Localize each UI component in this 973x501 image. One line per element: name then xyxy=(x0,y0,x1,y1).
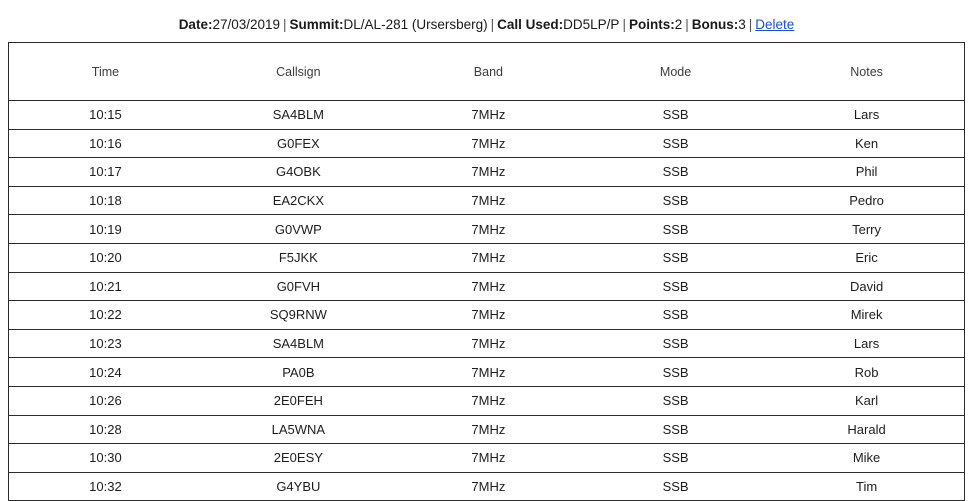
cell-mode: SSB xyxy=(582,101,769,130)
cell-notes: Mike xyxy=(769,444,964,473)
table-row xyxy=(9,215,964,244)
table-row xyxy=(9,415,964,444)
cell-time: 10:22 xyxy=(9,301,202,330)
cell-callsign: PA0B xyxy=(202,358,395,387)
column-header-mode: Mode xyxy=(582,43,769,101)
table-header-row xyxy=(9,43,964,101)
date-value: 27/03/2019 xyxy=(212,17,281,32)
cell-mode: SSB xyxy=(582,415,769,444)
cell-mode: SSB xyxy=(582,158,769,187)
delete-link[interactable]: Delete xyxy=(755,17,795,32)
bonus-label: Bonus: xyxy=(691,17,739,32)
column-header-band: Band xyxy=(395,43,582,101)
cell-band: 7MHz xyxy=(471,479,506,495)
table-row xyxy=(9,129,964,158)
log-table-body xyxy=(9,101,964,501)
table-row xyxy=(9,186,964,215)
cell-band: 7MHz xyxy=(395,101,582,130)
cell-band: 7MHz xyxy=(395,329,582,358)
cell-time: 10:15 xyxy=(9,101,202,130)
table-row xyxy=(9,101,964,130)
cell-mode: SSB xyxy=(582,329,769,358)
bonus-value: 3 xyxy=(738,17,746,32)
cell-band: 7MHz xyxy=(395,129,582,158)
cell-notes: Tim xyxy=(855,479,878,495)
cell-mode: SSB xyxy=(582,186,769,215)
cell-mode: SSB xyxy=(582,129,769,158)
cell-mode: SSB xyxy=(582,272,769,301)
cell-band: 7MHz xyxy=(395,215,582,244)
cell-mode: SSB xyxy=(582,444,769,473)
call-used-label: Call Used: xyxy=(497,17,564,32)
cell-callsign: SA4BLM xyxy=(202,329,395,358)
cell-callsign: 2E0FEH xyxy=(202,386,395,415)
cell-notes: Rob xyxy=(769,358,964,387)
cell-time: 10:18 xyxy=(9,186,202,215)
cell-notes: Lars xyxy=(769,329,964,358)
cell-time: 10:28 xyxy=(9,415,202,444)
separator-3: | xyxy=(622,17,626,32)
separator-4: | xyxy=(685,17,689,32)
cell-notes: David xyxy=(769,272,964,301)
cell-time: 10:24 xyxy=(9,358,202,387)
cell-mode: SSB xyxy=(662,479,689,495)
log-table xyxy=(9,43,964,500)
cell-band: 7MHz xyxy=(395,415,582,444)
cell-callsign: SQ9RNW xyxy=(202,301,395,330)
cell-callsign: SA4BLM xyxy=(202,101,395,130)
cell-notes: Eric xyxy=(769,243,964,272)
log-table-container xyxy=(8,42,965,501)
column-header-time: Time xyxy=(9,43,202,101)
table-row xyxy=(9,243,964,272)
cell-time: 10:30 xyxy=(9,444,202,473)
table-row xyxy=(9,329,964,358)
points-label: Points: xyxy=(628,17,675,32)
cell-mode: SSB xyxy=(582,243,769,272)
cell-callsign: G0FEX xyxy=(202,129,395,158)
table-row xyxy=(9,444,964,473)
separator-1: | xyxy=(283,17,287,32)
cell-callsign: G0VWP xyxy=(202,215,395,244)
cell-notes: Pedro xyxy=(769,186,964,215)
cell-band: 7MHz xyxy=(395,301,582,330)
cell-notes: Lars xyxy=(769,101,964,130)
points-value: 2 xyxy=(674,17,683,32)
call-used-value: DD5LP/P xyxy=(563,17,620,32)
cell-band: 7MHz xyxy=(395,243,582,272)
cell-time: 10:16 xyxy=(9,129,202,158)
cell-notes: Harald xyxy=(769,415,964,444)
cell-mode: SSB xyxy=(582,358,769,387)
cell-time: 10:23 xyxy=(9,329,202,358)
cell-mode: SSB xyxy=(582,215,769,244)
cell-notes: Terry xyxy=(769,215,964,244)
table-row xyxy=(9,358,964,387)
cell-mode: SSB xyxy=(582,386,769,415)
cell-notes: Ken xyxy=(769,129,964,158)
cell-callsign: 2E0ESY xyxy=(202,444,395,473)
separator-5: | xyxy=(748,17,753,32)
column-header-notes: Notes xyxy=(769,43,964,101)
cell-mode: SSB xyxy=(582,301,769,330)
cell-time: 10:32 xyxy=(89,479,122,495)
table-row xyxy=(9,301,964,330)
cell-band: 7MHz xyxy=(395,358,582,387)
activation-summary-header xyxy=(0,0,973,42)
cell-callsign: G4YBU xyxy=(276,479,321,495)
separator-2: | xyxy=(490,17,495,32)
date-label: Date: xyxy=(178,17,213,32)
cell-time: 10:21 xyxy=(9,272,202,301)
cell-callsign: G0FVH xyxy=(202,272,395,301)
cell-notes: Karl xyxy=(769,386,964,415)
cell-callsign: EA2CKX xyxy=(202,186,395,215)
table-row xyxy=(9,272,964,301)
table-row xyxy=(9,386,964,415)
cell-band: 7MHz xyxy=(395,272,582,301)
cell-callsign: F5JKK xyxy=(202,243,395,272)
cell-callsign: G4OBK xyxy=(202,158,395,187)
cell-notes: Phil xyxy=(769,158,964,187)
cell-time: 10:20 xyxy=(9,243,202,272)
cell-band: 7MHz xyxy=(395,158,582,187)
log-table-head xyxy=(9,43,964,101)
column-header-callsign: Callsign xyxy=(202,43,395,101)
cell-band: 7MHz xyxy=(395,186,582,215)
summit-label: Summit: xyxy=(289,17,344,32)
cell-band: 7MHz xyxy=(395,444,582,473)
cell-time: 10:19 xyxy=(9,215,202,244)
summit-value: DL/AL-281 (Ursersberg) xyxy=(343,17,488,32)
cell-time: 10:17 xyxy=(9,158,202,187)
cell-callsign: LA5WNA xyxy=(202,415,395,444)
cell-band: 7MHz xyxy=(395,386,582,415)
cell-notes: Mirek xyxy=(769,301,964,330)
table-row xyxy=(9,472,964,500)
cell-time: 10:26 xyxy=(9,386,202,415)
table-row xyxy=(9,158,964,187)
